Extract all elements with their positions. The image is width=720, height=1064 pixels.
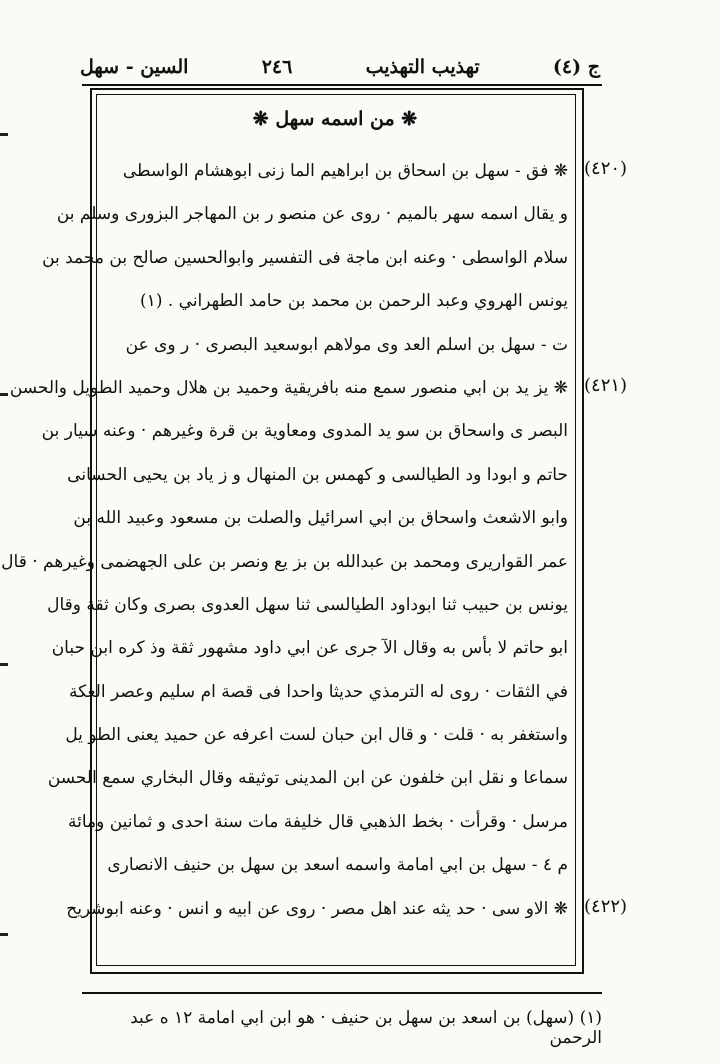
header-section: السين - سهل: [80, 56, 189, 78]
text-line: سلام الواسطى · وعنه ابن ماجة فى التفسير وابوالحسين صالح بن محمد بن: [42, 247, 568, 268]
text-line: عمر القواريرى ومحمد بن عبدالله بن بز يع ونصر بن على الجهضمى وغيرهم · قال: [1, 551, 568, 572]
volume-number: ج (٤): [552, 56, 600, 78]
ornament-icon: ❋: [548, 161, 568, 181]
entry-number: (٤٢١): [584, 375, 628, 396]
ornament-icon: ❋: [394, 108, 418, 130]
text-line: ت - سهل بن اسلم العد وى مولاهم ابوسعيد البصرى · ر وى عن: [125, 334, 568, 355]
running-header: [80, 52, 600, 82]
book-title: تهذيب التهذيب: [365, 56, 480, 78]
scan-edge-mark: [0, 933, 8, 936]
text-line: ❋ فق - سهل بن اسحاق بن ابراهيم الما زنى ابوهشام الواسطى: [122, 161, 568, 181]
footnote: (١) (سهل) بن اسعد بن سهل بن حنيف · هو ابن ابي امامة ١٢ ه عبد الرحمن: [130, 1008, 602, 1048]
body-text: [1, 150, 568, 931]
scan-edge-mark: [0, 393, 8, 396]
header-rule: [82, 84, 602, 86]
entry-number: (٤٢٢): [584, 895, 628, 917]
text-line: و يقال اسمه سهر بالميم · روى عن منصو ر بن المهاجر البزورى وسلم بن: [56, 204, 568, 225]
text-line: م ٤ - سهل بن ابي امامة واسمه اسعد بن سهل بن حنيف الانصارى: [107, 855, 568, 876]
scan-edge-mark: [0, 133, 8, 136]
text-line: مرسل · وقرأت · بخط الذهبي قال خليفة مات سنة احدى و ثمانين ومائة: [67, 811, 568, 832]
ornament-icon: ❋: [252, 108, 276, 130]
text-line: حاتم و ابودا ود الطيالسى و كهمس بن المنهال و ز ياد بن يحيى الحسانى: [67, 464, 568, 485]
scan-edge-mark: [0, 663, 8, 666]
text-line: في الثقات · روى له الترمذي حديثا واحدا فى قصة ام سليم وعصر العكة: [68, 681, 568, 702]
ornament-icon: ❋: [548, 377, 568, 398]
footnote-rule: [82, 992, 602, 994]
text-line: واستغفر به · قلت · و قال ابن حبان لست اعرفه عن حميد يعنى الطو يل: [65, 725, 568, 746]
text-line: ابو حاتم لا بأس به وقال الآ جرى عن ابي داود مشهور ثقة وذ كره ابن حبان: [51, 638, 568, 659]
text-line: يونس الهروي وعبد الرحمن بن محمد بن حامد الطهراني . (١): [140, 291, 568, 312]
text-line: يونس بن حبيب ثنا ابوداود الطيالسى ثنا سهل العدوى بصرى وكان ثقة وقال: [47, 594, 568, 615]
entry-number: (٤٢٠): [584, 158, 628, 179]
ornament-icon: ❋: [548, 898, 568, 919]
text-line: ❋ يز يد بن ابي منصور سمع منه بافريقية وحميد بن هلال وحميد الطويل والحسن: [9, 377, 568, 398]
text-line: وابو الاشعث واسحاق بن ابي اسرائيل والصلت بن مسعود وعبيد الله بن: [73, 508, 568, 529]
text-line: ❋ الاو سى · حد يثه عند اهل مصر · روى عن ابيه و انس · وعنه ابوشريح: [66, 898, 568, 919]
section-title: ❋ من اسمه سهل ❋: [252, 108, 418, 130]
page-number: ٢٤٦: [261, 56, 293, 78]
text-line: البصر ى واسحاق بن سو يد المدوى ومعاوية بن قرة وغيرهم · وعنه سيار بن: [41, 421, 568, 442]
text-line: سماعا و نقل ابن خلفون عن ابن المدينى توثيقه وقال البخاري سمع الحسن: [47, 768, 568, 789]
